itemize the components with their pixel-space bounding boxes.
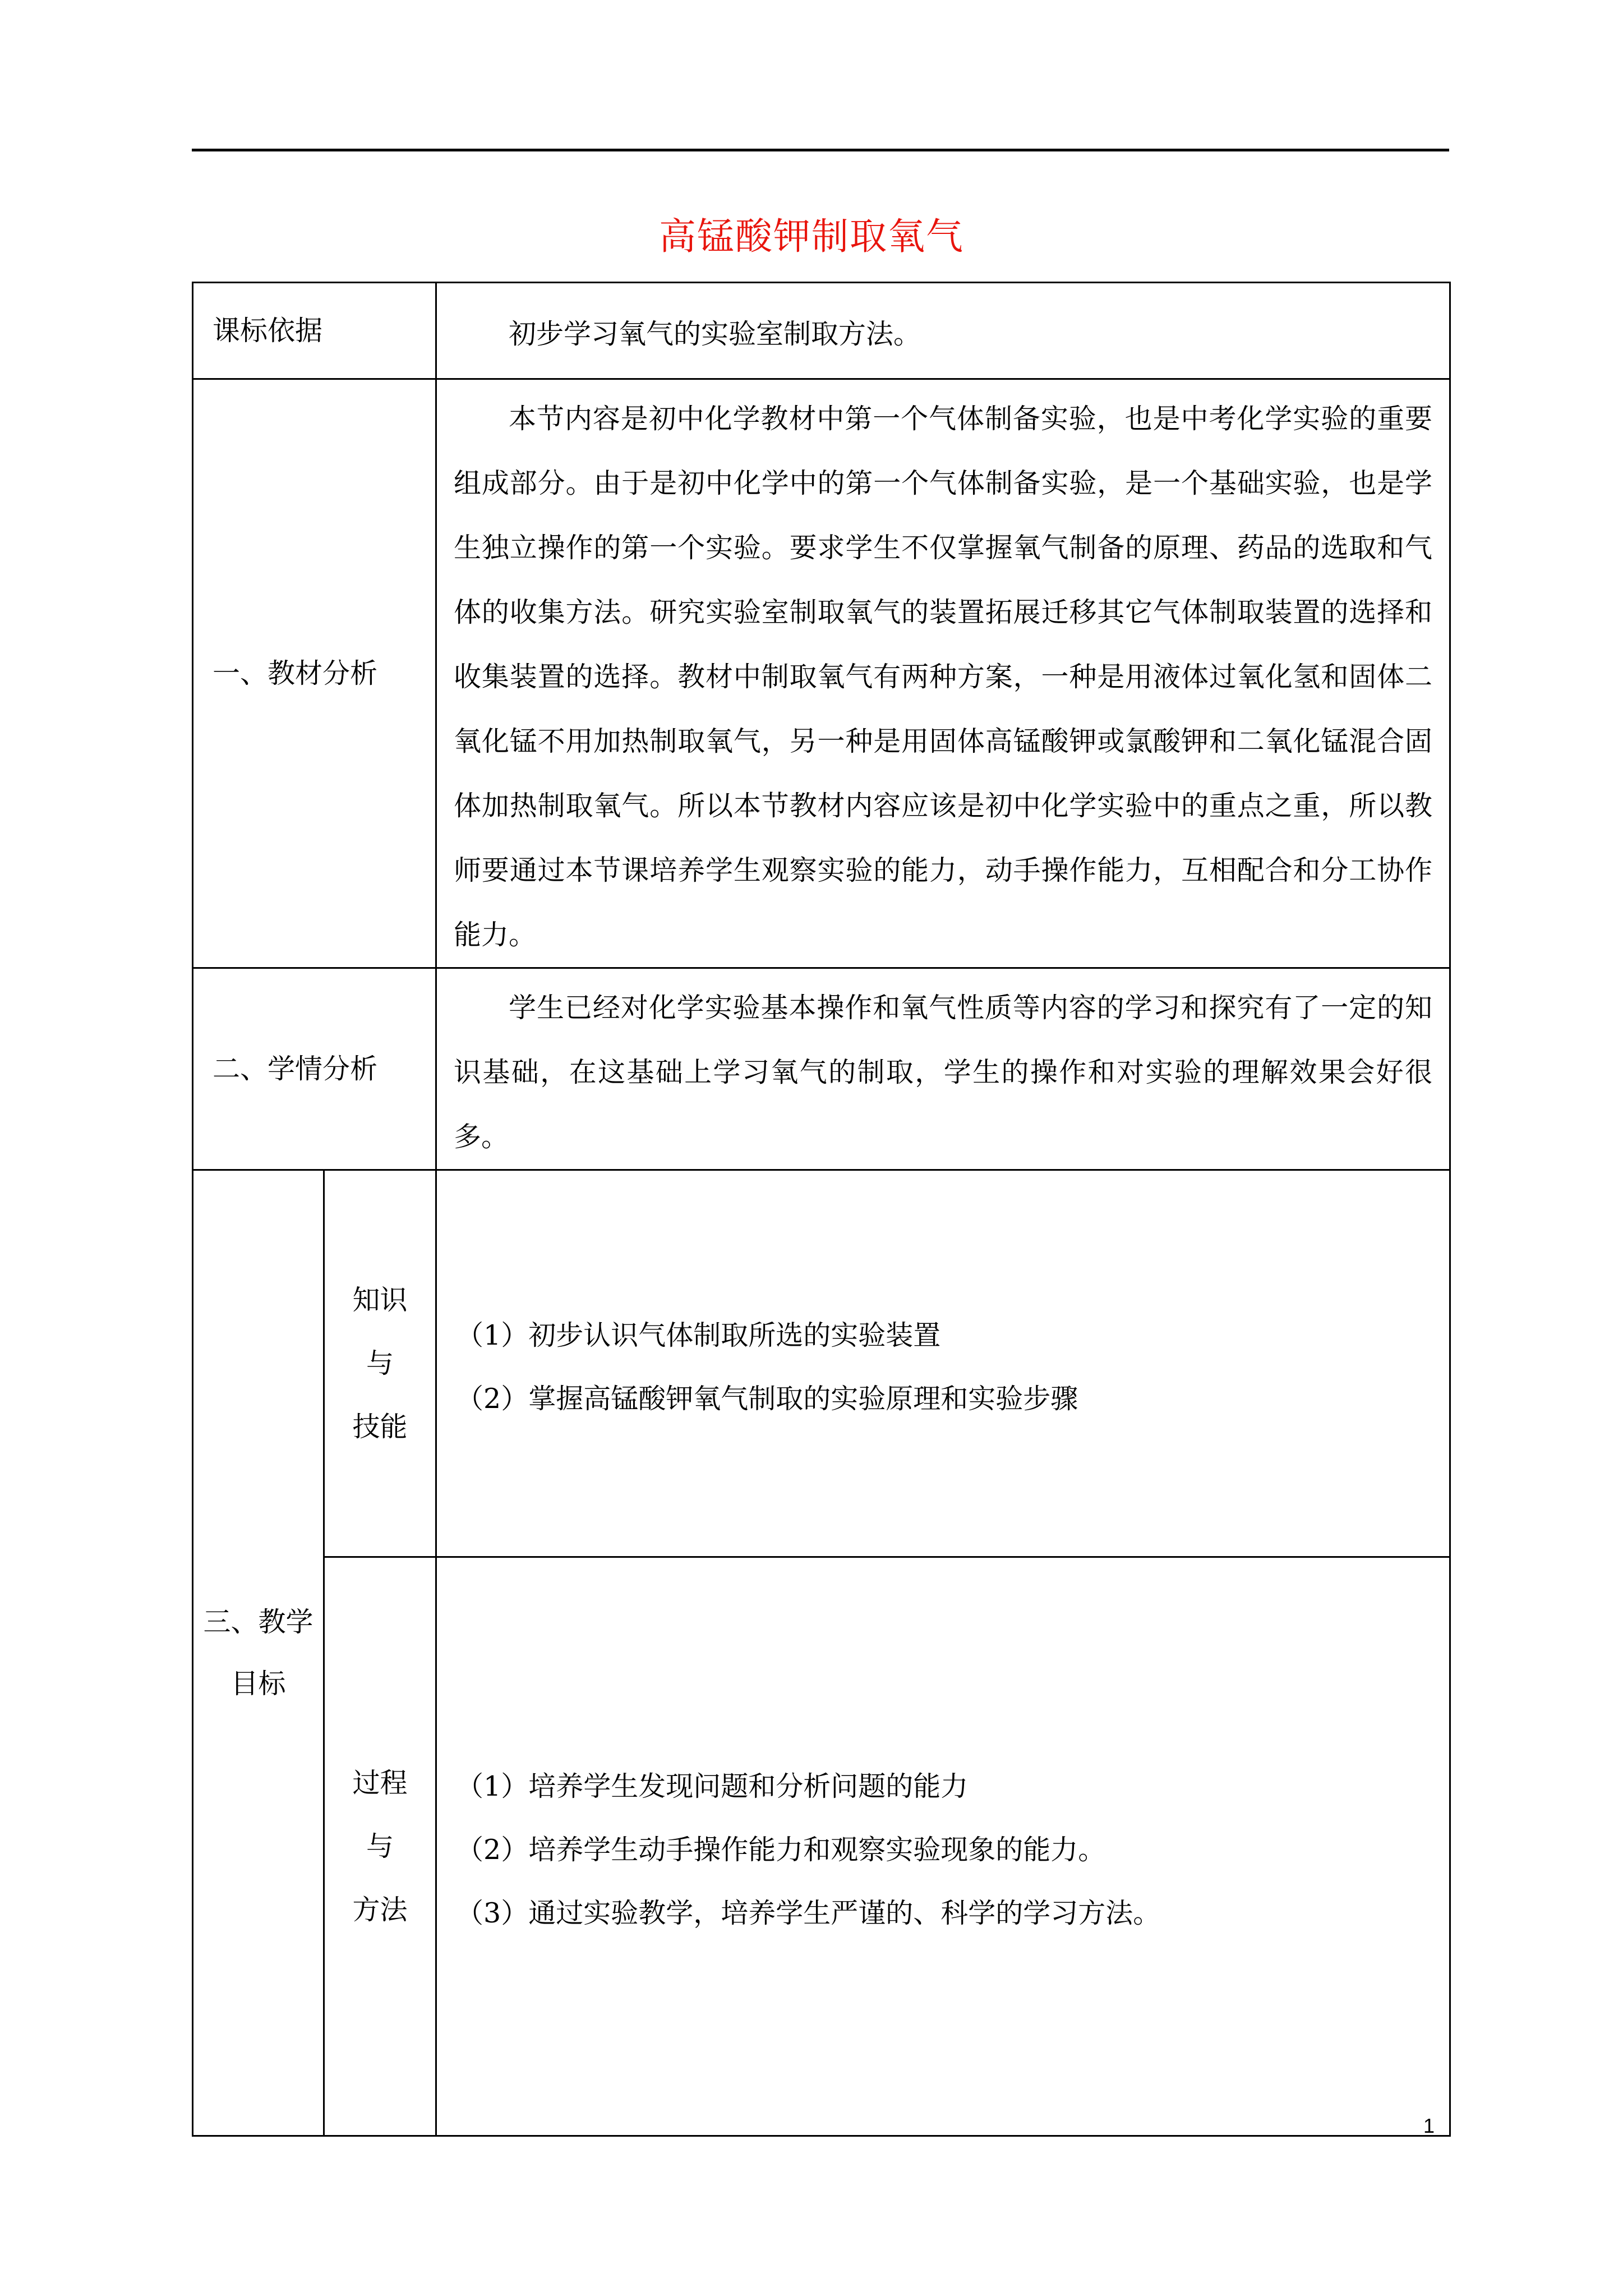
- knowledge-label-line: 技能: [352, 1411, 408, 1443]
- process-label-line: 过程: [352, 1767, 408, 1799]
- list-item: （1）培养学生发现问题和分析问题的能力: [456, 1770, 969, 1802]
- table-row: [193, 968, 1450, 1170]
- process-label-line: 方法: [352, 1894, 408, 1926]
- row-content-material-analysis: [436, 379, 1450, 968]
- student-analysis-text: 学生已经对化学实验基本操作和氧气性质等内容的学习和探究有了一定的知识基础，在这基础上学习氧气的制取，学生的操作和对实验的理解效果会好很多。: [454, 992, 1433, 1153]
- table-row: [193, 1557, 1450, 2136]
- row-content-student-analysis: [436, 968, 1450, 1170]
- list-item: （2）培养学生动手操作能力和观察实验现象的能力。: [456, 1834, 1106, 1866]
- table-row: [193, 283, 1450, 379]
- header-rule: [192, 149, 1449, 151]
- document-title: 高锰酸钾制取氧气: [659, 215, 964, 258]
- knowledge-label-line: 知识: [352, 1284, 408, 1316]
- table-row: [193, 379, 1450, 968]
- process-methods-content: [436, 1557, 1450, 2136]
- list-item: （1）初步认识气体制取所选的实验装置: [456, 1319, 941, 1351]
- basis-text: 初步学习氧气的实验室制取方法。: [509, 318, 921, 350]
- lesson-plan-table: [192, 282, 1451, 2137]
- row-content-basis: [436, 283, 1450, 379]
- sublabel-process-methods: [324, 1557, 436, 2136]
- teaching-goals-label-line1: 三、教学: [203, 1605, 313, 1638]
- process-label-line: 与: [366, 1830, 394, 1862]
- row-label-basis: 课标依据: [193, 283, 436, 379]
- list-item: （3）通过实验教学，培养学生严谨的、科学的学习方法。: [456, 1897, 1161, 1929]
- row-label-teaching-goals: [193, 1170, 324, 2136]
- knowledge-skills-content: [436, 1170, 1450, 1557]
- knowledge-label-line: 与: [366, 1347, 394, 1379]
- page-number: 1: [1423, 2114, 1435, 2137]
- sublabel-knowledge-skills: [324, 1170, 436, 1557]
- row-label-student-analysis: 二、学情分析: [193, 968, 436, 1170]
- table-row: [193, 1170, 1450, 1557]
- material-analysis-text: 本节内容是初中化学教材中第一个气体制备实验，也是中考化学实验的重要组成部分。由于是初中化学中的第一个气体制备实验，是一个基础实验，也是学生独立操作的第一个实验。要求学生不仅掌握氧气制备的原理、药品的选取和气体的收集方法。研究实验室制取氧气的装置拓展迁移其它气体制取装置的选择和收集装置的选择。教材中制取氧气有两种方案，一种是用液体过氧化氢和固体二氧化锰不用加热制取氧气，另一种是用固体高锰酸钾或氯酸钾和二氧化锰混合固体加热制取氧气。所以本节教材内容应该是初中化学实验中的重点之重，所以教师要通过本节课培养学生观察实验的能力，动手操作能力，互相配合和分工协作能力。: [454, 403, 1433, 951]
- teaching-goals-label-line2: 目标: [230, 1667, 286, 1700]
- row-label-material-analysis: 一、教材分析: [193, 379, 436, 968]
- list-item: （2）掌握高锰酸钾氧气制取的实验原理和实验步骤: [456, 1382, 1078, 1415]
